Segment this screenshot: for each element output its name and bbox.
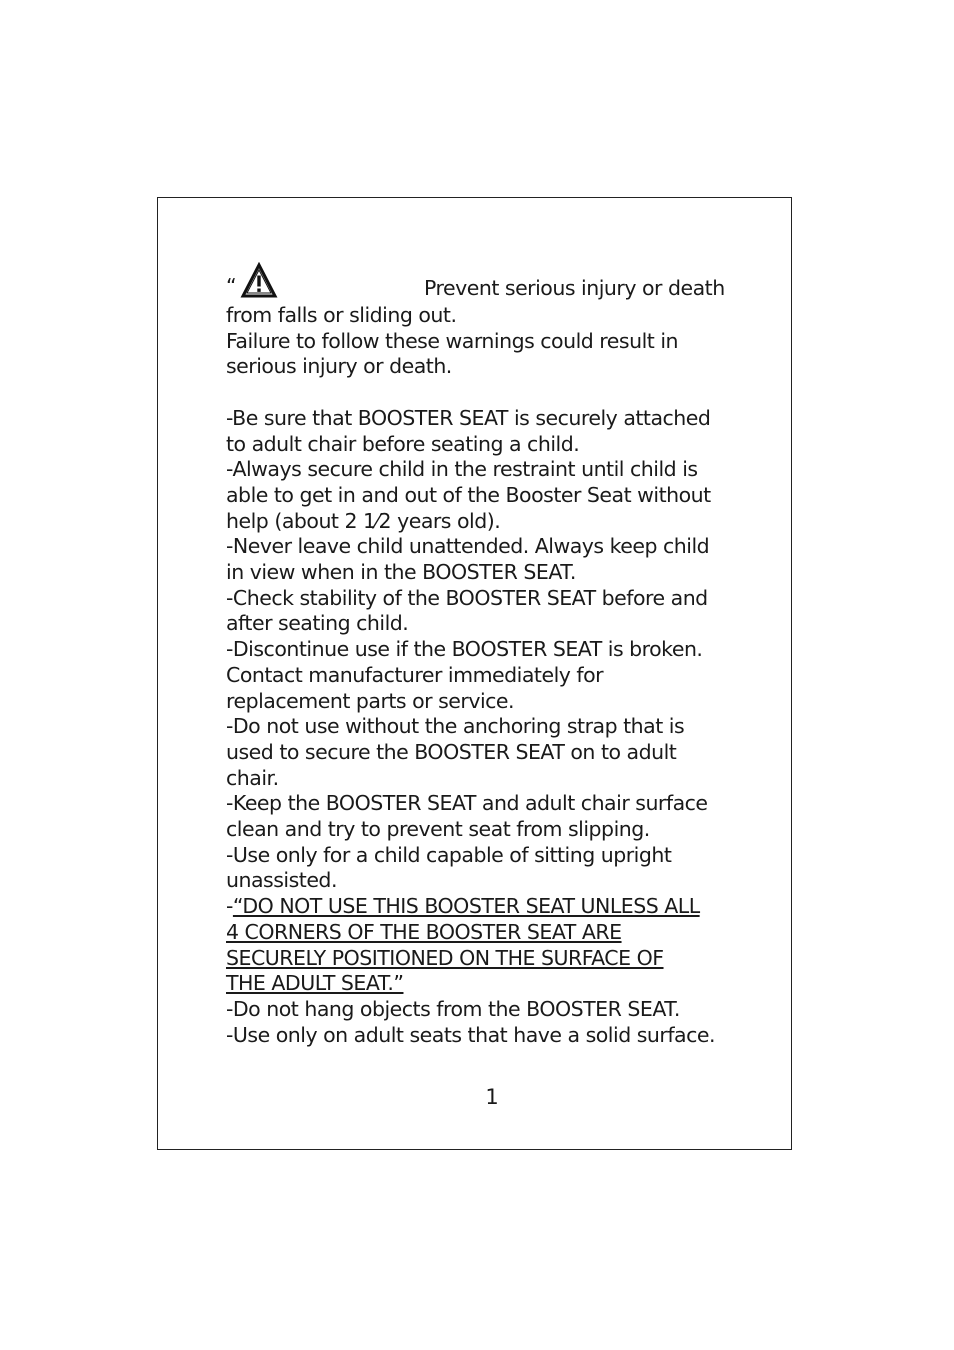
- warning-line: -Never leave child unattended. Always keep child: [226, 534, 710, 559]
- warning-line: -Check stability of the BOOSTER SEAT before and: [226, 585, 708, 610]
- opening-quote: “: [226, 274, 237, 298]
- warning-line: clean and try to prevent seat from slipping.: [226, 817, 650, 842]
- warning-line: help (about 2 1⁄2 years old).: [226, 508, 501, 533]
- warning-line: used to secure the BOOSTER SEAT on to adult: [226, 739, 677, 764]
- warning-line: -Use only for a child capable of sitting upright: [226, 842, 672, 867]
- warning-line: -Use only on adult seats that have a solid surface.: [226, 1022, 716, 1047]
- corners-warning-dash: -: [226, 894, 233, 919]
- headline-text: Prevent serious injury or death: [424, 276, 725, 300]
- failure-warning-line: serious injury or death.: [226, 354, 452, 379]
- warning-line: replacement parts or service.: [226, 688, 515, 713]
- corners-warning-line: [226, 894, 746, 920]
- warnings-section: [226, 262, 746, 1048]
- warning-headline: [226, 262, 746, 303]
- warning-line: -Keep the BOOSTER SEAT and adult chair surface: [226, 791, 708, 816]
- corners-warning-text: “DO NOT USE THIS BOOSTER SEAT UNLESS ALL: [232, 894, 700, 919]
- warning-triangle-icon: [240, 262, 278, 300]
- corners-warning-line: THE ADULT SEAT.”: [226, 971, 404, 996]
- paragraph-gap: [226, 380, 746, 406]
- warning-line: Contact manufacturer immediately for: [226, 662, 604, 687]
- page-number: 1: [485, 1085, 499, 1109]
- warning-line: to adult chair before seating a child.: [226, 431, 580, 456]
- warning-line: in view when in the BOOSTER SEAT.: [226, 560, 576, 585]
- warning-line: -Discontinue use if the BOOSTER SEAT is broken.: [226, 637, 703, 662]
- warning-line: -Always secure child in the restraint until child is: [226, 457, 698, 482]
- warning-line: after seating child.: [226, 611, 409, 636]
- warning-line: -Do not use without the anchoring strap that is: [226, 714, 685, 739]
- warning-line: -Be sure that BOOSTER SEAT is securely attached: [226, 405, 711, 430]
- corners-warning-line: SECURELY POSITIONED ON THE SURFACE OF: [226, 945, 664, 970]
- warning-line: chair.: [226, 765, 279, 790]
- headline-continuation: from falls or sliding out.: [226, 303, 457, 327]
- corners-warning-line: 4 CORNERS OF THE BOOSTER SEAT ARE: [226, 919, 622, 944]
- warning-line: unassisted.: [226, 868, 337, 893]
- warning-line: -Do not hang objects from the BOOSTER SEAT.: [226, 996, 680, 1021]
- failure-warning-line: Failure to follow these warnings could result in: [226, 328, 679, 353]
- warning-line: able to get in and out of the Booster Seat without: [226, 482, 711, 507]
